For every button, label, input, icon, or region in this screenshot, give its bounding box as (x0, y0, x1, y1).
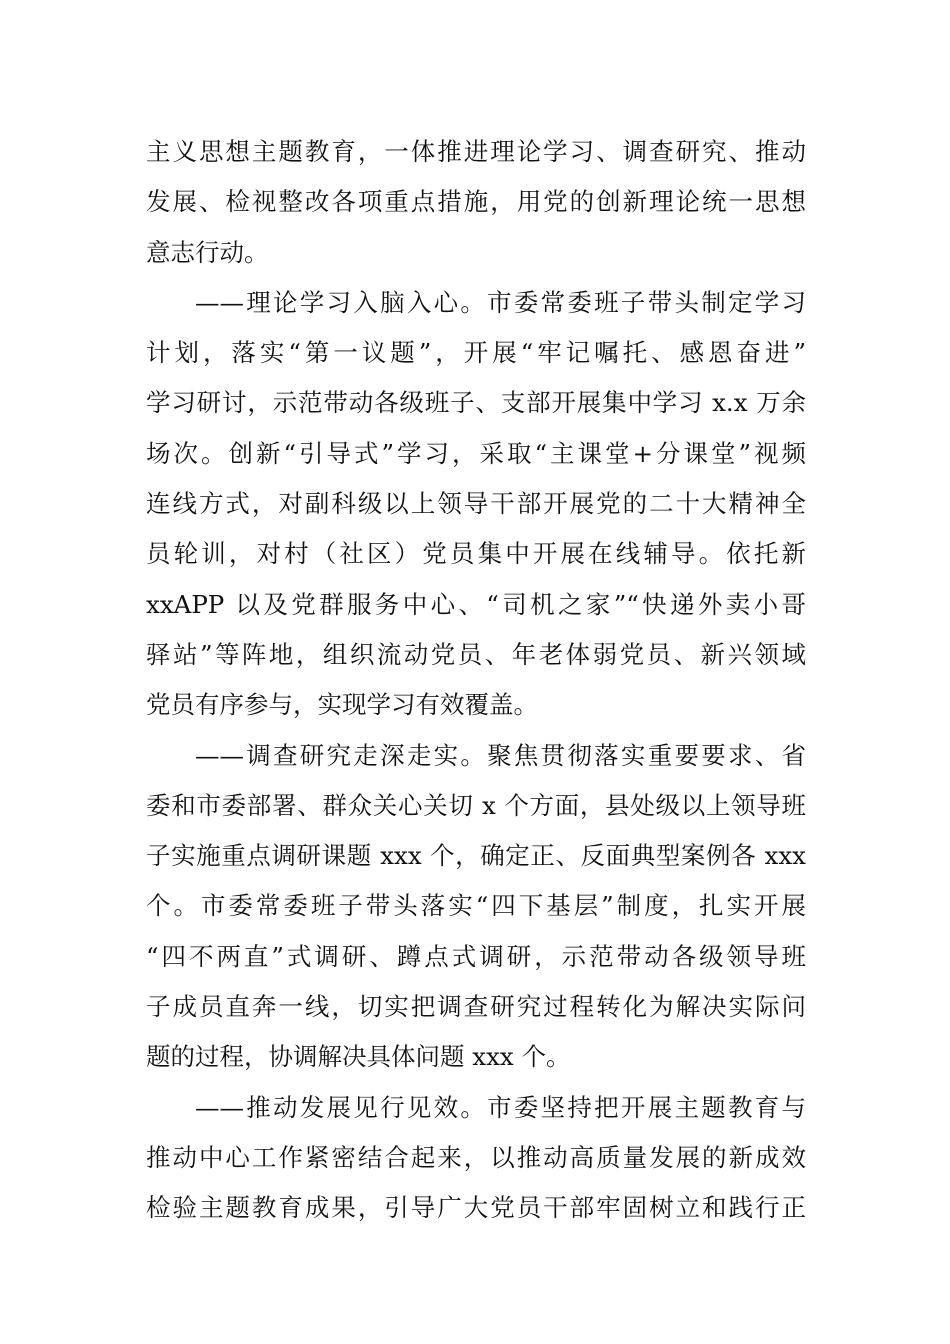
paragraph-heading-line: ——推动发展见行见效。市委坚持把开展主题教育与 (195, 1092, 806, 1122)
text-line: 委和市委部署、群众关心关切 x 个方面，县处级以上领导班 (146, 790, 806, 820)
text-line: 子实施重点调研课题 xxx 个，确定正、反面典型案例各 xxx (146, 841, 806, 871)
text-line: 个。市委常委班子带头落实“四下基层”制度，扎实开展 (146, 891, 806, 921)
text-line: 主义思想主题教育，一体推进理论学习、调查研究、推动 (146, 137, 806, 166)
text-line: 员轮训，对村（社区）党员集中开展在线辅导。依托新 (146, 539, 806, 569)
text-line: 子成员直奔一线，切实把调查研究过程转化为解决实际问 (146, 992, 806, 1022)
paragraph-heading-line: ——理论学习入脑入心。市委常委班子带头制定学习 (195, 287, 806, 317)
text-line: 推动中心工作紧密结合起来，以推动高质量发展的新成效 (146, 1142, 806, 1172)
text-line: 发展、检视整改各项重点措施，用党的创新理论统一思想 (146, 187, 806, 217)
text-line: 题的过程，协调解决具体问题 xxx 个。 (146, 1042, 571, 1072)
text-line: 检验主题教育成果，引导广大党员干部牢固树立和践行正 (146, 1193, 806, 1223)
text-line: 党员有序参与，实现学习有效覆盖。 (146, 690, 538, 720)
text-line: 计划，落实“第一议题”，开展“牢记嘱托、感恩奋进” (146, 338, 806, 368)
text-line: “四不两直”式调研、蹲点式调研，示范带动各级领导班 (146, 941, 806, 971)
text-line: 学习研讨，示范带动各级班子、支部开展集中学习 x.x 万余 (146, 388, 806, 418)
text-line: 场次。创新“引导式”学习，采取“主课堂+分课堂”视频 (146, 438, 806, 468)
text-line: xxAPP 以及党群服务中心、“司机之家”“快递外卖小哥 (146, 589, 806, 619)
document-body (146, 127, 806, 1234)
text-line: 意志行动。 (146, 237, 269, 267)
text-line: 连线方式，对副科级以上领导干部开展党的二十大精神全 (146, 489, 806, 519)
text-line: 驿站”等阵地，组织流动党员、年老体弱党员、新兴领域 (146, 639, 806, 669)
paragraph-heading-line: ——调查研究走深走实。聚焦贯彻落实重要要求、省 (195, 740, 806, 770)
